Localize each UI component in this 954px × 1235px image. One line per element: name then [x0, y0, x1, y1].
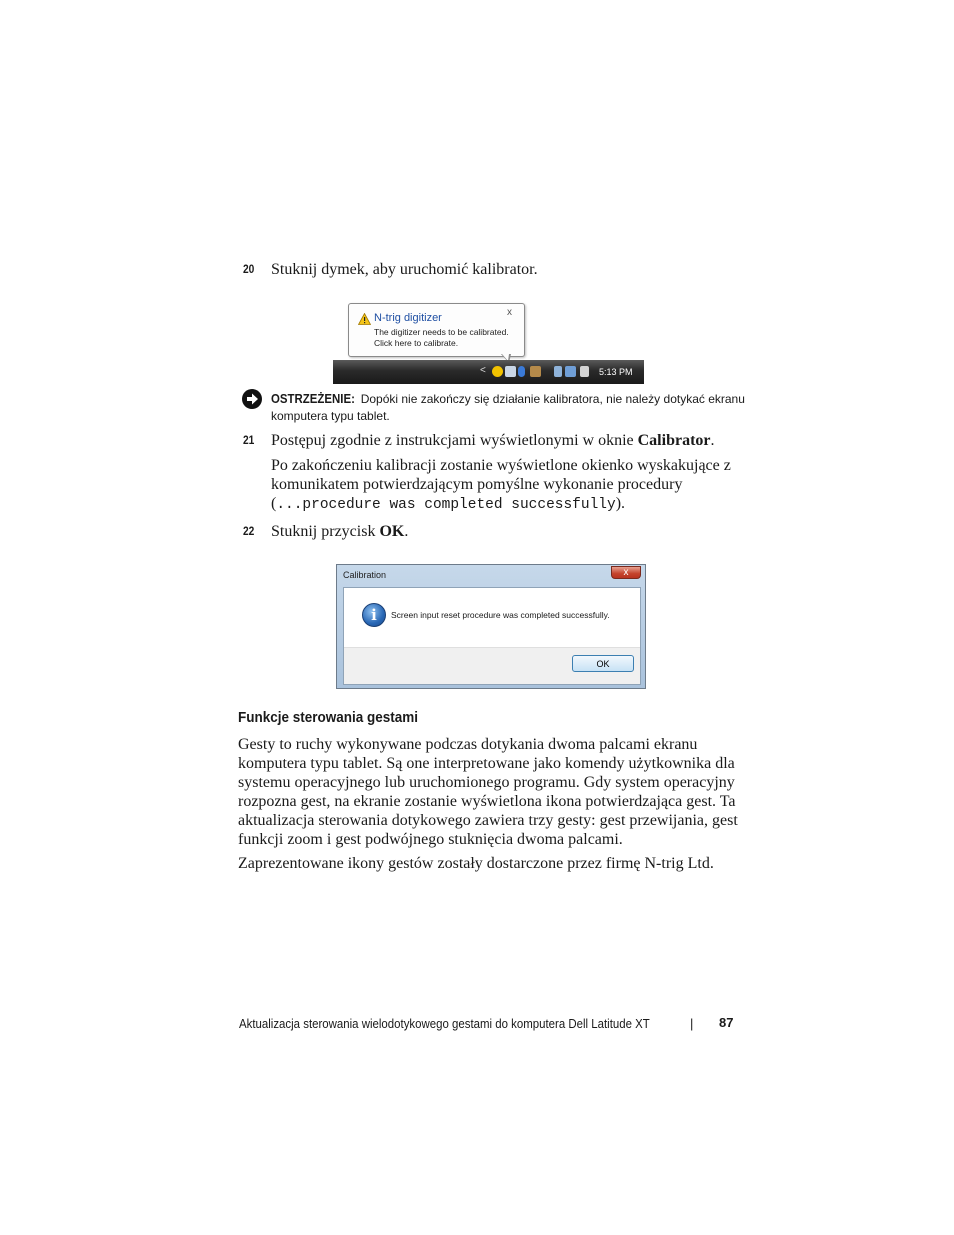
tray-screenshot [333, 302, 644, 384]
warning-label: OSTRZEŻENIE: [271, 391, 355, 406]
balloon-line-1: The digitizer needs to be calibrated. [374, 327, 509, 337]
taskbar [333, 360, 644, 384]
step-number: 21 [243, 433, 255, 447]
calibration-dialog [336, 564, 646, 689]
calibrator-label: Calibrator [637, 432, 711, 449]
security-icon[interactable] [492, 366, 503, 377]
section-heading: Funkcje sterowania gestami [238, 709, 419, 726]
step-text: Postępuj zgodnie z instrukcjami wyświetlonymi w oknie Calibrator. [271, 432, 715, 449]
warning-text-2: komputera typu tablet. [271, 409, 390, 423]
close-icon[interactable]: x [611, 566, 641, 579]
balloon-line-2: Click here to calibrate. [374, 338, 459, 348]
close-icon[interactable]: x [507, 307, 512, 318]
balloon-title: N-trig digitizer [374, 312, 442, 324]
dialog-message: Screen input reset procedure was completed successfully. [391, 610, 610, 620]
step-para-line: Po zakończeniu kalibracji zostanie wyświetlone okienko wyskakujące z [271, 457, 731, 474]
info-icon: i [362, 603, 386, 627]
clock[interactable]: 5:13 PM [599, 367, 633, 377]
step-text: Stuknij przycisk OK. [271, 523, 409, 540]
warning-icon [358, 313, 371, 325]
step-number: 20 [243, 262, 255, 276]
page-number: 87 [719, 1015, 734, 1030]
digitizer-icon[interactable] [505, 366, 516, 377]
warning-arrow-icon [241, 388, 263, 410]
ok-label: OK [379, 523, 405, 540]
network-icon[interactable] [565, 366, 576, 377]
footer-text: Aktualizacja sterowania wielodotykowego gestami do komputera Dell Latitude XT [239, 1016, 650, 1031]
volume-icon[interactable] [580, 366, 589, 377]
tray-chevron-icon[interactable]: < [480, 365, 486, 376]
footer-separator: | [690, 1016, 694, 1031]
tool-icon[interactable] [530, 366, 541, 377]
step-text: Stuknij dymek, aby uruchomić kalibrator. [271, 261, 538, 278]
section-paragraph-2: Zaprezentowane ikony gestów zostały dostarczone przez firmę N-trig Ltd. [238, 855, 714, 872]
step-para-line: komunikatem potwierdzającym pomyślne wykonanie procedury [271, 476, 683, 493]
warning-text: Dopóki nie zakończy się działanie kalibratora, nie należy dotykać ekranu [360, 392, 745, 406]
step-number: 22 [243, 524, 255, 538]
notification-balloon[interactable] [348, 303, 525, 357]
section-paragraph: Gesty to ruchy wykonywane podczas dotykania dwoma palcami ekranu komputera typu tablet. Są one interpretowane jako komendy użytkownika dla systemu operacyjnego lub uruchomionego programu. Gdy system operacyjny rozpozna gest, na ekranie zostanie wyświetlona ikona potwierdzająca gest. Ta aktualizacja sterowania dotykowego zawiera trzy gesty: gest przewijania, gest funkcji zoom i gest podwójnego stuknięcia dwoma palcami. [238, 736, 738, 848]
dialog-title: Calibration [343, 570, 387, 580]
bluetooth-icon[interactable] [518, 366, 525, 377]
dialog-footer [344, 647, 640, 684]
code-snippet: ...procedure was completed successfully [276, 497, 616, 513]
ok-button[interactable]: OK [572, 655, 634, 672]
battery-icon[interactable] [554, 366, 562, 377]
step-para-line: (...procedure was completed successfully). [271, 495, 626, 513]
dialog-body [343, 587, 641, 685]
